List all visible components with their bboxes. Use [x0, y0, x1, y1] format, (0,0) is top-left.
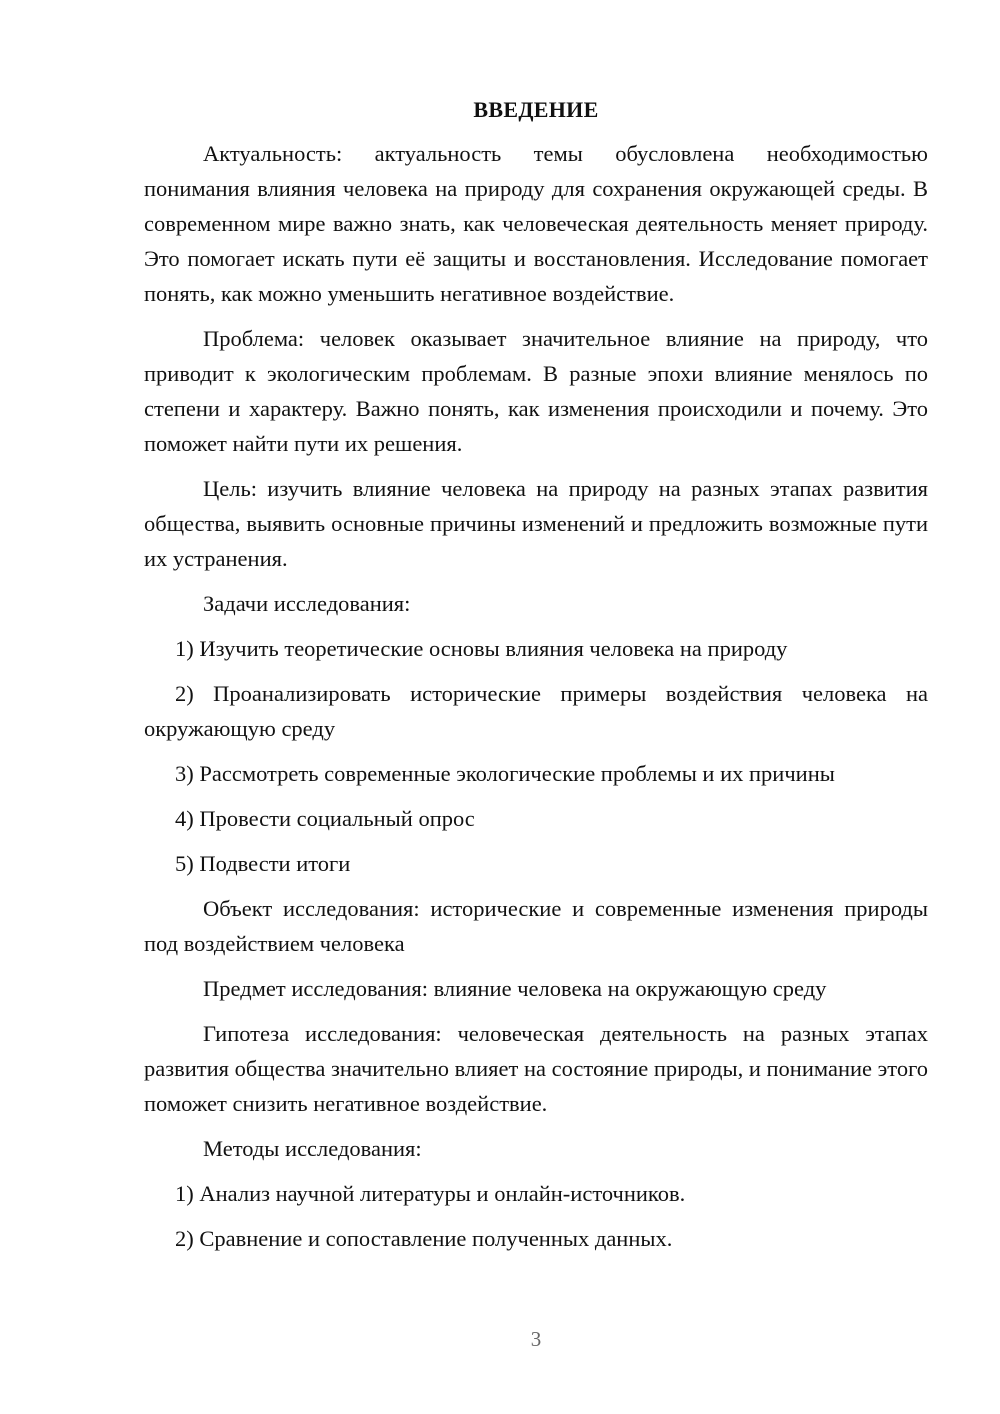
- page-number: 3: [530, 1327, 542, 1351]
- goal-paragraph: Цель: изучить влияние человека на природу на разных этапах развития общества, выявить основные причины изменений и предложить возможные пути их устранения.: [144, 476, 928, 571]
- methods-title: Методы исследования:: [203, 1136, 422, 1161]
- task-item: 5) Подвести итоги: [175, 851, 351, 876]
- section-heading: ВВЕДЕНИЕ: [473, 97, 599, 122]
- page-content: [144, 92, 928, 1266]
- method-item: 2) Сравнение и сопоставление полученных данных.: [175, 1226, 673, 1251]
- hypothesis-paragraph: Гипотеза исследования: человеческая деятельность на разных этапах развития общества значительно влияет на состояние природы, и понимание этого поможет снизить негативное воздействие.: [144, 1021, 928, 1116]
- object-paragraph: Объект исследования: исторические и современные изменения природы под воздействием человека: [144, 896, 928, 956]
- task-item: 4) Провести социальный опрос: [175, 806, 475, 831]
- relevance-paragraph: Актуальность: актуальность темы обусловлена необходимостью понимания влияния человека на природу для сохранения окружающей среды. В современном мире важно знать, как человеческая деятельность меняет природу. Это помогает искать пути её защиты и восстановления. Исследование помогает понять, как можно уменьшить негативное воздействие.: [144, 141, 928, 306]
- problem-paragraph: Проблема: человек оказывает значительное влияние на природу, что приводит к экологическим проблемам. В разные эпохи влияние менялось по степени и характеру. Важно понять, как изменения происходили и почему. Это поможет найти пути их решения.: [144, 326, 928, 456]
- task-item: 2) Проанализировать исторические примеры воздействия человека на окружающую среду: [144, 681, 928, 741]
- tasks-title: Задачи исследования:: [203, 591, 411, 616]
- task-item: 3) Рассмотреть современные экологические проблемы и их причины: [175, 761, 835, 786]
- subject-paragraph: Предмет исследования: влияние человека на окружающую среду: [203, 976, 827, 1001]
- task-item: 1) Изучить теоретические основы влияния человека на природу: [175, 636, 788, 661]
- method-item: 1) Анализ научной литературы и онлайн-источников.: [175, 1181, 686, 1206]
